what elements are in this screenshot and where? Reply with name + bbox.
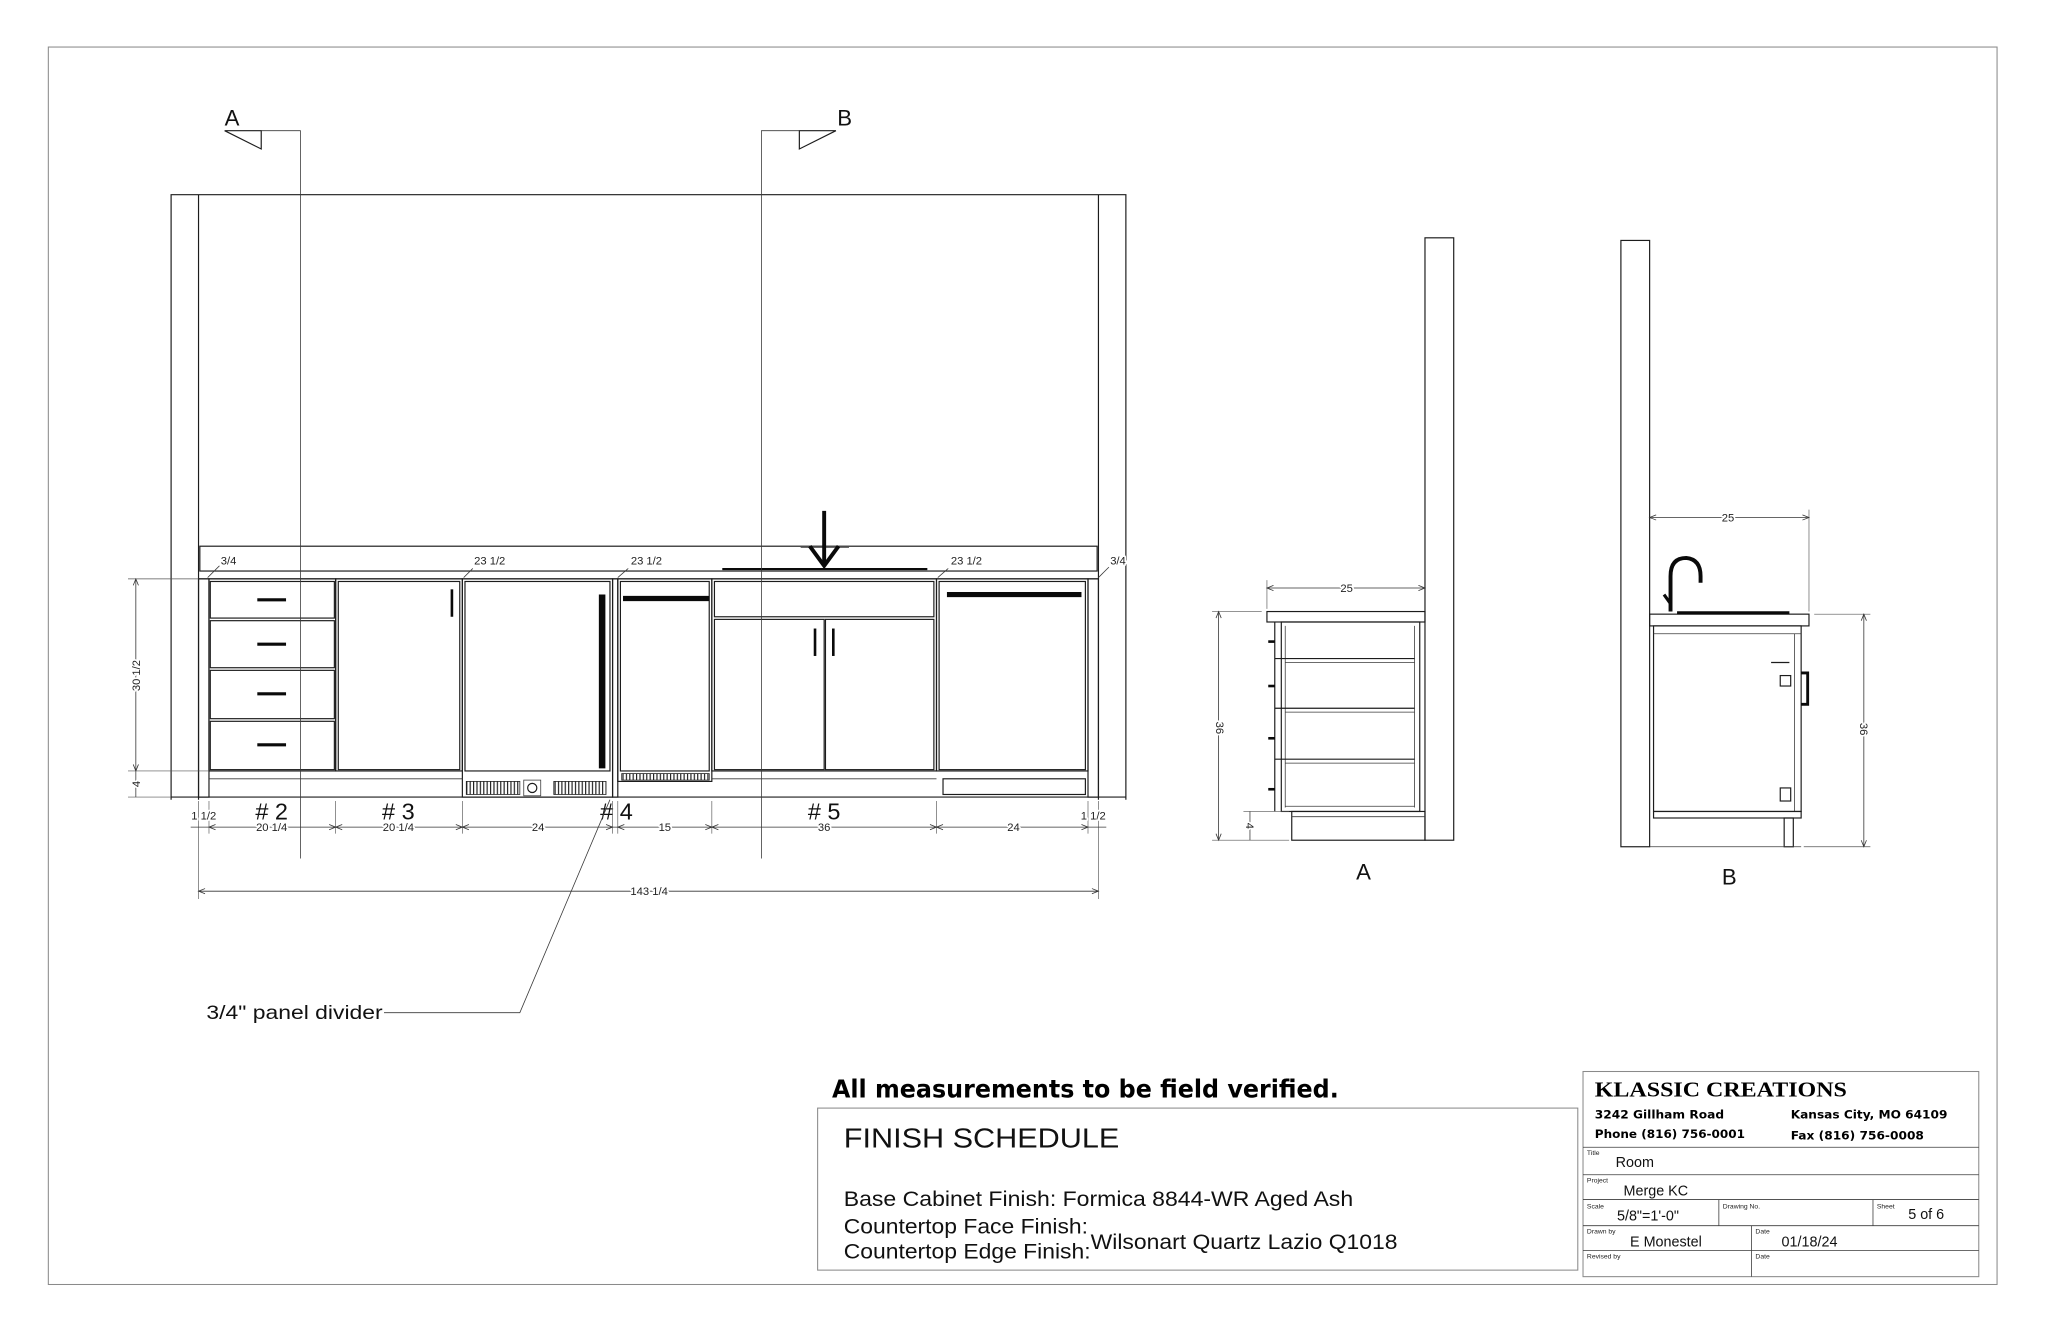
- depth-label: 3/4: [220, 555, 237, 568]
- base-cabinet-finish: Base Cabinet Finish: Formica 8844-WR Aged Ash: [843, 1186, 1354, 1212]
- drawn-by-field-value: E Monestel: [1630, 1234, 1702, 1251]
- revised-by-field-label: Revised by: [1586, 1253, 1621, 1261]
- project-field-value: Merge KC: [1623, 1183, 1689, 1200]
- drawing-number-field-label: Drawing No.: [1722, 1203, 1761, 1211]
- section-a-title: A: [1356, 859, 1371, 885]
- cabinet-4-grille: [622, 774, 710, 781]
- finish-schedule-heading: FINISH SCHEDULE: [843, 1122, 1120, 1154]
- refrigerator-grille-right: [554, 781, 606, 794]
- refrigerator-grille-left: [466, 781, 520, 794]
- depth-label: 23 1/2: [474, 555, 506, 568]
- sheet-field-value: 5 of 6: [1908, 1207, 1945, 1224]
- scale-field-value: 5/8"=1'-0": [1616, 1208, 1680, 1225]
- width-label: 15: [658, 822, 672, 835]
- section-a-height-label: 36: [1213, 721, 1225, 735]
- cabinet-height-label: 30 1/2: [130, 659, 143, 692]
- section-b-marker-label: B: [837, 105, 853, 131]
- countertop-edge-finish-label: Countertop Edge Finish:: [843, 1238, 1091, 1264]
- depth-label: 23 1/2: [630, 555, 663, 568]
- title-field-label: Title: [1586, 1150, 1600, 1158]
- countertop-material: Wilsonart Quartz Lazio Q1018: [1090, 1229, 1398, 1255]
- company-phone: Phone (816) 756-0001: [1594, 1127, 1745, 1142]
- countertop-face-finish-label: Countertop Face Finish:: [843, 1213, 1088, 1239]
- company-city: Kansas City, MO 64109: [1790, 1107, 1948, 1122]
- company-address: 3242 Gillham Road: [1594, 1107, 1725, 1122]
- company-fax: Fax (816) 756-0008: [1790, 1128, 1924, 1143]
- toe-kick-height-label: 4: [130, 780, 143, 788]
- cabinet-number: # 5: [807, 798, 841, 825]
- revised-date-field-label: Date: [1755, 1253, 1770, 1261]
- field-verify-note: All measurements to be field verified.: [832, 1074, 1339, 1104]
- width-label: 1 1/2: [1080, 810, 1106, 823]
- section-a-depth-label: 25: [1340, 582, 1353, 595]
- drawn-by-field-label: Drawn by: [1586, 1228, 1616, 1236]
- cabinet-number: # 2: [255, 798, 289, 825]
- company-name: KLASSIC CREATIONS: [1594, 1077, 1847, 1102]
- depth-label: 3/4: [1110, 555, 1126, 568]
- width-label: 24: [1007, 822, 1020, 835]
- callout-text: 3/4" panel divider: [206, 1002, 384, 1025]
- width-label: 20 1/4: [256, 822, 288, 835]
- project-field-label: Project: [1586, 1177, 1609, 1185]
- section-a-toe-kick-label: 4: [1243, 822, 1256, 829]
- sheet-field-label: Sheet: [1876, 1203, 1895, 1211]
- cabinet-number: # 3: [382, 798, 415, 825]
- width-label: 36: [817, 822, 831, 835]
- width-label: 1 1/2: [191, 810, 217, 823]
- cabinet-number: # 4: [600, 798, 633, 825]
- title-field-value: Room: [1615, 1154, 1654, 1171]
- date-field-value: 01/18/24: [1781, 1234, 1838, 1251]
- overall-width-label: 143 1/4: [630, 886, 668, 899]
- date-field-label: Date: [1755, 1228, 1770, 1236]
- width-label: 20 1/4: [382, 822, 414, 835]
- section-b-title: B: [1721, 864, 1737, 890]
- width-label: 24: [531, 822, 545, 835]
- section-b-depth-label: 25: [1721, 512, 1735, 525]
- section-a-marker-label: A: [224, 105, 240, 131]
- section-b-height-label: 36: [1856, 722, 1869, 736]
- scale-field-label: Scale: [1586, 1203, 1604, 1211]
- depth-label: 23 1/2: [950, 555, 983, 568]
